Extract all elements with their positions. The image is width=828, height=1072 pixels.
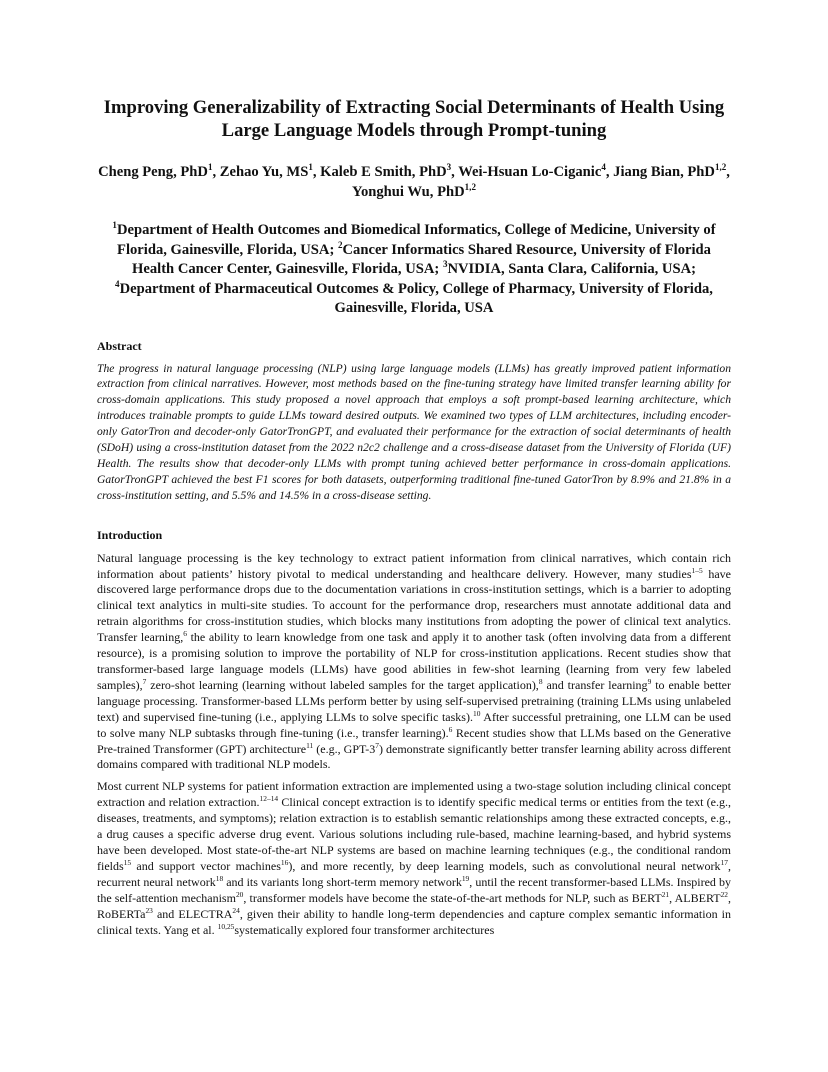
- citation-ref: 21: [661, 889, 670, 899]
- citation-ref: 1–5: [691, 565, 703, 575]
- citation-ref: 18: [215, 873, 224, 883]
- paragraph-text: , given their ability to handle long-term dependencies and capture complex semantic information in clinical texts. Yang et al.: [97, 906, 731, 937]
- author-affiliation-mark: 1: [207, 162, 213, 173]
- paragraph-text: systematically explored four transformer architectures: [234, 922, 495, 937]
- paragraph-text: , RoBERTa: [97, 890, 732, 921]
- citation-ref: 9: [647, 676, 652, 686]
- citation-ref: 15: [123, 857, 132, 867]
- paragraph-text: Clinical concept extraction is to identify specific medical terms or entities from the text (e.g., diseases, treatments, and symptoms); relation extraction is to establish semantic relationships among these extracted concepts, e.g., a drug causes a specific adverse drug event. Various solutions including rule-based, machine learning-based, and hybrid systems have been developed. Most state-of-the-art NLP systems are based on machine learning techniques (e.g., the conditional random fields: [97, 795, 731, 873]
- author-affiliation-mark: 1,2: [464, 182, 476, 193]
- author-name: Zehao Yu, MS: [219, 164, 309, 180]
- citation-ref: 22: [720, 889, 729, 899]
- body-paragraph: [97, 779, 731, 938]
- affiliation-text: NVIDIA, Santa Clara, California, USA;: [447, 261, 696, 277]
- affiliation-text: Cancer Informatics Shared Resource, University of Florida Health Cancer Center, Gainesville, Florida, USA;: [132, 241, 711, 277]
- paragraph-text: and transfer learning: [542, 677, 648, 692]
- citation-ref: 19: [461, 873, 470, 883]
- citation-ref: 24: [232, 905, 240, 915]
- paragraph-text: After successful pretraining, one LLM can be used to solve many NLP subtasks through fine-tuning (i.e., transfer learning).: [97, 709, 731, 740]
- introduction-body: [97, 551, 731, 939]
- citation-ref: 17: [720, 857, 728, 867]
- paragraph-text: (e.g., GPT-3: [313, 741, 376, 756]
- paragraph-text: zero-shot learning (learning without labeled samples for the target application),: [146, 677, 539, 692]
- paragraph-text: Recent studies show that LLMs based on the Generative Pre-trained Transformer (GPT) architecture: [97, 725, 731, 756]
- paragraph-text: , transformer models have become the state-of-the-art methods for NLP, such as BERT: [243, 890, 662, 905]
- citation-ref: 6: [448, 724, 453, 734]
- affiliation-text: Department of Pharmaceutical Outcomes & Policy, College of Pharmacy, University of Florida, Gainesville, Florida, USA: [119, 280, 713, 316]
- author-affiliation-mark: 3: [446, 162, 452, 173]
- paragraph-text: have discovered large performance drops due to the documentation variations in cross-institution settings, which is a barrier to adopting clinical text analytics in multi-site studies. To account for the performance drop, researchers must annotate additional data and retrain algorithms for cross-institution studies, which blocks many institutions from adopting the power of clinical text analytics. Transfer learning,: [97, 566, 732, 645]
- author-affiliation-mark: 1: [308, 162, 313, 173]
- affiliation-number: 2: [337, 239, 343, 250]
- affiliation-text: Department of Health Outcomes and Biomedical Informatics, College of Medicine, University of Florida, Gainesville, Florida, USA;: [116, 222, 716, 258]
- paragraph-text: and its variants long short-term memory network: [223, 874, 462, 889]
- paragraph-text: and support vector machines: [131, 858, 281, 873]
- citation-ref: 20: [235, 889, 244, 899]
- paragraph-text: , ALBERT: [669, 890, 721, 905]
- citation-ref: 8: [538, 676, 543, 686]
- paragraph-text: , recurrent neural network: [97, 858, 731, 889]
- paper-page: [97, 96, 731, 938]
- paragraph-text: ) demonstrate significantly better transfer learning ability across different domains compared with traditional NLP models.: [97, 741, 731, 772]
- author-name: Yonghui Wu, PhD: [352, 184, 465, 200]
- citation-ref: 7: [375, 740, 379, 750]
- author-name: Kaleb E Smith, PhD: [320, 164, 447, 180]
- affiliation-list: [97, 221, 731, 319]
- body-paragraph: [97, 551, 731, 774]
- abstract-text: The progress in natural language processing (NLP) using large language models (LLMs) has greatly improved patient information extraction from clinical narratives. However, most methods based on the fine-tuning strategy have limited transfer learning ability for cross-domain applications. This study proposed a novel approach that employs a soft prompt-based learning architecture, which introduces trainable prompts to guide LLMs toward desired outputs. We examined two types of LLM architectures, including encoder-only GatorTron and decoder-only GatorTronGPT, and evaluated their performance for the extraction of social determinants of health (SDoH) using a cross-institution dataset from the 2022 n2c2 challenge and a cross-disease dataset from the University of Florida (UF) Health. The results show that decoder-only LLMs with prompt tuning achieved better performance in cross-domain applications. GatorTronGPT achieved the best F1 scores for both datasets, outperforming traditional fine-tuned GatorTron by 8.9% and 21.8% in a cross-institution setting, and 5.5% and 14.5% in a cross-disease setting.: [97, 361, 731, 502]
- affiliation-number: 1: [112, 220, 117, 231]
- author-affiliation-mark: 1,2: [714, 162, 727, 173]
- introduction-heading: Introduction: [97, 527, 163, 542]
- citation-ref: 10,25: [217, 921, 235, 931]
- citation-ref: 7: [142, 676, 147, 686]
- citation-ref: 11: [306, 740, 314, 750]
- paragraph-text: the ability to learn knowledge from one task and apply it to another task (often involving data from a different resource), is a promising solution to improve the portability of NLP for cross-institution applications. Recent studies show that transformer-based large language models (LLMs) have good abilities in few-shot learning (learning from very few labeled samples),: [97, 630, 731, 692]
- author-name: Wei-Hsuan Lo-Ciganic: [458, 164, 602, 180]
- paragraph-text: and ELECTRA: [152, 906, 233, 921]
- author-list: Cheng Peng, PhD$^1$, Zehao Yu, $MS^1$, Kaleb E Smith, PhD$^3$, Wei-Hsuan Lo-Ciganic$^4$, Jiang Bian, PhD$^{1,2}$, Yonghui Wu, PhD$^{1,2}$: [98, 162, 730, 200]
- citation-ref: 23: [145, 905, 153, 915]
- abstract-heading: Abstract: [97, 338, 142, 353]
- citation-ref: 16: [280, 857, 289, 867]
- affiliation-number: 3: [442, 259, 448, 270]
- paragraph-text: Natural language processing is the key technology to extract patient information from clinical narratives, which contain rich information about patients’ history pivotal to medical understanding and healthcare delivery. However, many studies: [97, 550, 731, 581]
- paper-title: Improving Generalizability of Extracting Social Determinants of Health Using Large Language Models through Prompt-tuning: [103, 97, 725, 141]
- citation-ref: 10: [472, 708, 481, 718]
- paragraph-text: , until the recent transformer-based LLMs. Inspired by the self-attention mechanism: [97, 874, 731, 905]
- author-affiliation-mark: 4: [601, 162, 606, 173]
- author-name: Jiang Bian, PhD: [613, 164, 715, 180]
- author-name: Cheng Peng, PhD: [98, 164, 208, 180]
- paragraph-text: to enable better language processing. Transformer-based LLMs perform better by using self-supervised pretraining (training LLMs using unlabeled text) and supervised fine-tuning (i.e., applying LLMs to solve specific tasks).: [97, 677, 731, 724]
- citation-ref: 6: [183, 629, 187, 639]
- affiliation-number: 4: [115, 278, 120, 289]
- paragraph-text: Most current NLP systems for patient information extraction are implemented using a two-stage solution including clinical concept extraction and relation extraction.: [97, 779, 731, 810]
- paragraph-text: ), and more recently, by deep learning models, such as convolutional neural network: [288, 858, 721, 873]
- citation-ref: 12–14: [259, 794, 279, 804]
